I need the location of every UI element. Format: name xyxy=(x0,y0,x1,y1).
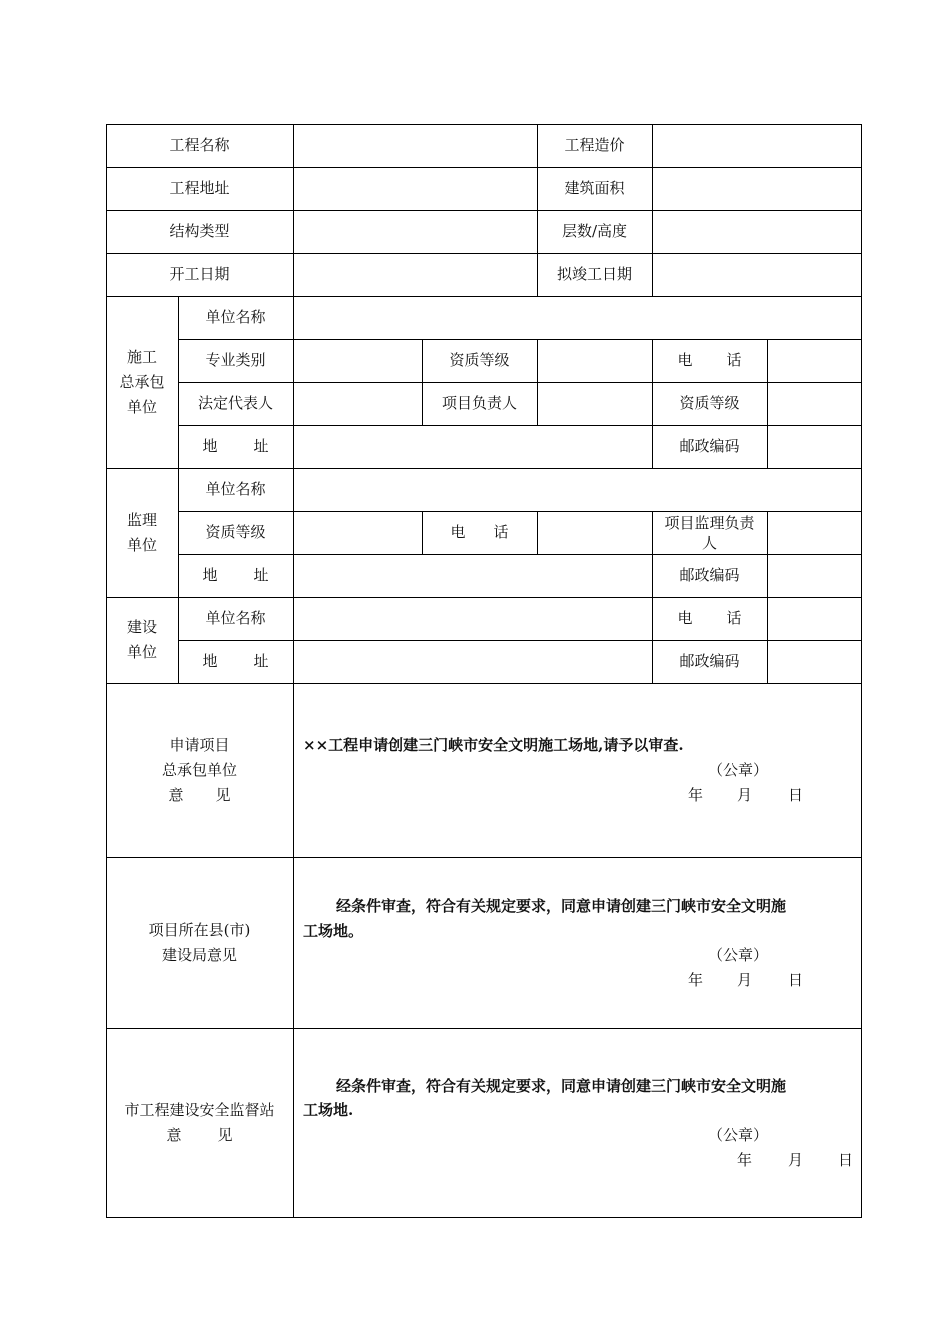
owner-unit-name-label: 单位名称 xyxy=(205,609,266,627)
county-opinion-text-line2: 工场地。 xyxy=(303,922,364,940)
contractor-group-line: 单位 xyxy=(126,397,157,416)
contractor-address-label xyxy=(178,425,293,468)
supervisor-qualification-label: 资质等级 xyxy=(205,523,266,541)
supervisor-group-label xyxy=(106,468,178,597)
contractor-opinion-text: ××工程申请创建三门峡市安全文明施工场地,请予以审查. xyxy=(303,736,684,754)
contractor-postcode-field[interactable] xyxy=(767,425,862,468)
contractor-manager-field[interactable] xyxy=(537,382,652,425)
column-divider xyxy=(293,683,294,1218)
label-char: 电 xyxy=(450,523,466,541)
floors-height-field[interactable] xyxy=(652,210,862,253)
supervisor-chief-field[interactable] xyxy=(767,511,862,554)
contractor-address-field[interactable] xyxy=(293,425,652,468)
contractor-unit-name-label: 单位名称 xyxy=(205,308,266,326)
contractor-opinion-month: 月 xyxy=(737,786,753,804)
label-char: 址 xyxy=(253,437,269,455)
label-char: 话 xyxy=(726,609,742,627)
start-date-field[interactable] xyxy=(293,253,537,296)
contractor-qualification-field[interactable] xyxy=(537,339,652,382)
label-line: 项目监理负责 xyxy=(664,514,755,532)
structure-type-field[interactable] xyxy=(293,210,537,253)
contractor-legal-rep-label: 法定代表人 xyxy=(197,394,273,412)
floors-height-label: 层数/高度 xyxy=(561,222,628,240)
label-char: 地 xyxy=(202,437,218,455)
label-line: 市工程建设安全监督站 xyxy=(124,1101,275,1119)
contractor-qualification-label: 资质等级 xyxy=(449,351,510,369)
owner-phone-label xyxy=(652,597,767,640)
owner-group-line: 单位 xyxy=(126,643,157,661)
contractor-opinion-day: 日 xyxy=(788,786,804,804)
contractor-opinion-label xyxy=(106,683,293,857)
owner-postcode-label: 邮政编码 xyxy=(679,652,740,670)
supervisor-address-label xyxy=(178,554,293,597)
owner-group-line: 建设 xyxy=(126,618,157,636)
county-opinion-label xyxy=(106,857,293,1028)
city-opinion-text-line1: 经条件审查，符合有关规定要求，同意申请创建三门峡市安全文明施 xyxy=(336,1077,787,1095)
contractor-group-line: 总承包 xyxy=(119,372,165,391)
project-address-label: 工程地址 xyxy=(169,179,230,197)
contractor-phone-label xyxy=(652,339,767,382)
project-name-field[interactable] xyxy=(293,124,537,167)
county-opinion-month: 月 xyxy=(737,971,753,989)
city-opinion-label xyxy=(106,1028,293,1218)
contractor-postcode-label: 邮政编码 xyxy=(679,437,740,455)
label-char: 电 xyxy=(677,351,693,369)
owner-address-field[interactable] xyxy=(293,640,652,683)
supervisor-address-field[interactable] xyxy=(293,554,652,597)
contractor-manager-label: 项目负责人 xyxy=(441,394,517,412)
contractor-qualification2-field[interactable] xyxy=(767,382,862,425)
project-cost-label: 工程造价 xyxy=(564,136,625,154)
owner-postcode-field[interactable] xyxy=(767,640,862,683)
label-char: 地 xyxy=(202,652,218,670)
label-char: 见 xyxy=(215,785,231,804)
county-opinion-day: 日 xyxy=(788,971,804,989)
label-line: 项目所在县(市) xyxy=(148,920,251,939)
owner-phone-field[interactable] xyxy=(767,597,862,640)
contractor-phone-field[interactable] xyxy=(767,339,862,382)
contractor-group-line: 施工 xyxy=(126,347,157,366)
label-char: 址 xyxy=(253,652,269,670)
contractor-opinion-year: 年 xyxy=(688,786,704,804)
contractor-legal-rep-field[interactable] xyxy=(293,382,422,425)
label-char: 址 xyxy=(253,566,269,584)
project-name-label: 工程名称 xyxy=(169,136,230,154)
label-line: 总承包单位 xyxy=(161,760,237,779)
label-char: 见 xyxy=(217,1126,233,1144)
building-area-label: 建筑面积 xyxy=(564,179,625,197)
supervisor-unit-name-label: 单位名称 xyxy=(205,480,266,498)
building-area-field[interactable] xyxy=(652,167,862,210)
label-char: 话 xyxy=(726,351,742,369)
supervisor-group-line: 单位 xyxy=(126,535,157,554)
supervisor-qualification-field[interactable] xyxy=(293,511,422,554)
county-opinion-year: 年 xyxy=(688,971,704,989)
structure-type-label: 结构类型 xyxy=(169,222,230,240)
contractor-group-label xyxy=(106,296,178,468)
label-char: 话 xyxy=(493,523,509,541)
supervisor-phone-field[interactable] xyxy=(537,511,652,554)
label-char: 地 xyxy=(202,566,218,584)
label-line: 申请项目 xyxy=(169,735,230,754)
supervisor-phone-label xyxy=(422,511,537,554)
contractor-opinion-seal: （公章） xyxy=(708,761,769,779)
county-opinion-seal: （公章） xyxy=(708,946,769,964)
city-opinion-text-line2: 工场地. xyxy=(303,1101,354,1119)
owner-unit-name-field[interactable] xyxy=(293,597,652,640)
label-char: 意 xyxy=(166,1126,182,1144)
supervisor-group-line: 监理 xyxy=(126,510,157,529)
label-line: 建设局意见 xyxy=(161,945,237,964)
contractor-specialty-field[interactable] xyxy=(293,339,422,382)
supervisor-postcode-label: 邮政编码 xyxy=(679,566,740,584)
contractor-unit-name-field[interactable] xyxy=(293,296,862,339)
label-char: 电 xyxy=(677,609,693,627)
contractor-qualification2-label: 资质等级 xyxy=(679,394,740,412)
owner-address-label xyxy=(178,640,293,683)
project-address-field[interactable] xyxy=(293,167,537,210)
supervisor-postcode-field[interactable] xyxy=(767,554,862,597)
city-opinion-year: 年 xyxy=(737,1151,753,1169)
city-opinion-seal: （公章） xyxy=(708,1126,769,1144)
city-opinion-day: 日 xyxy=(838,1151,854,1169)
label-char: 意 xyxy=(168,785,184,804)
supervisor-unit-name-field[interactable] xyxy=(293,468,862,511)
start-date-label: 开工日期 xyxy=(169,265,230,283)
owner-group-label xyxy=(106,597,178,683)
planned-finish-date-label: 拟竣工日期 xyxy=(556,265,632,283)
county-opinion-text-line1: 经条件审查，符合有关规定要求，同意申请创建三门峡市安全文明施 xyxy=(336,897,787,915)
planned-finish-date-field[interactable] xyxy=(652,253,862,296)
project-cost-field[interactable] xyxy=(652,124,862,167)
city-opinion-month: 月 xyxy=(788,1151,804,1169)
supervisor-chief-label xyxy=(652,511,767,554)
label-line: 人 xyxy=(701,534,717,552)
contractor-specialty-label: 专业类别 xyxy=(205,351,266,369)
